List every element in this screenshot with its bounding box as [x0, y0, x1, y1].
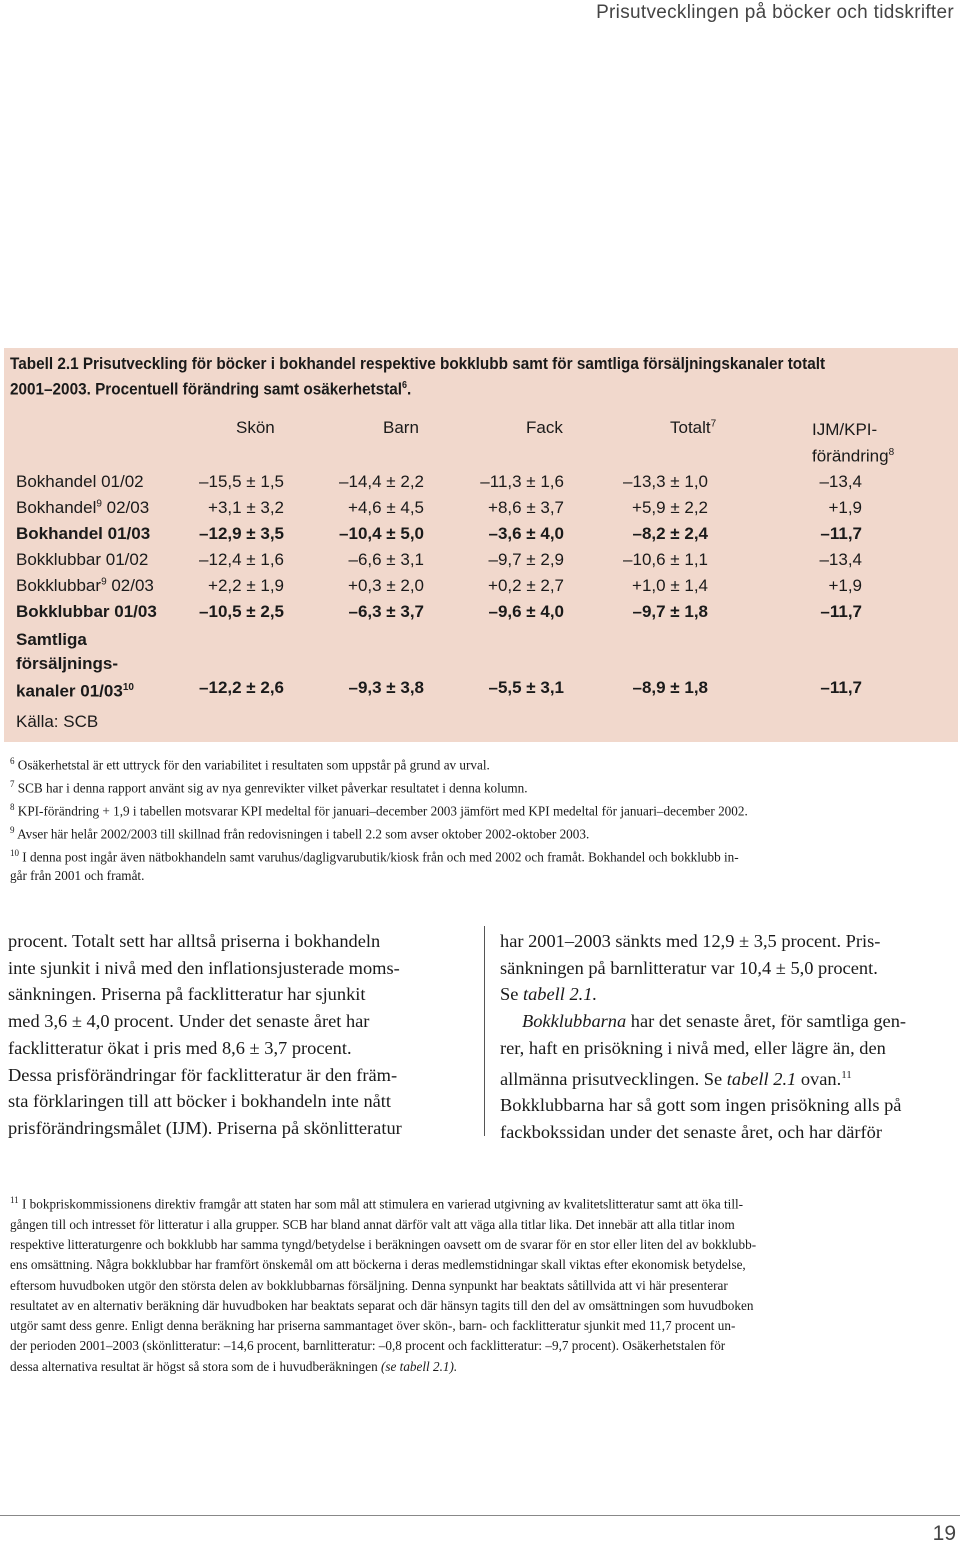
page-footer-rule [0, 1515, 960, 1516]
col-header-totalt: Totalt$^7$ [670, 418, 717, 437]
table-source: Källa: SCB [16, 712, 99, 731]
footnote: $^6$ Osäkerhetstal är ett uttryck för den variabilitet i resultaten som uppstår på grund av urval. [10, 756, 490, 773]
footnote: $^8$ KPI-förändring + 1,9 i tabellen motsvarar KPI medeltal för januari–december 2003 jämfört med KPI medeltal för januari–december 2002. [10, 801, 748, 819]
col-header-skon: Skön [236, 418, 275, 437]
body-text-right: har 2001–2003 sänkts med 12,9 ± 3,5 procent. Pris- sänkningen på barnlitteratur var 10,4 ± 5,0 procent. Se tabell 2.1. Bokklubbarna har det senaste året, för samtliga gen- rer, haft en prisökning i nivå med, eller lägre än, den allmänna prisutvecklingen. Se tabell 2.1 ovan.$^{11}$ Bokklubbarna har så gott som ingen prisökning alls på fackbokssidan under det senaste året, och har därför [500, 931, 907, 1143]
table-caption: Tabell 2.1 Prisutveckling för böcker i bokhandel respektive bokklubb samt för samtliga försäljningskanaler totalt 2001–2003. Procentuell förändring samt osäkerhetstal$^6$. [10, 354, 826, 399]
footnote: $^9$ Avser här helår 2002/2003 till skillnad från redovisningen i tabell 2.2 som avser oktober 2002-oktober 2003. [10, 824, 590, 842]
body-text-left: procent. Totalt sett har alltså priserna i bokhandeln inte sjunkit i nivå med den inflationsjusterade moms- sänkningen. Priserna på facklitteratur har sjunkit med 3,6 ± 4,0 procent. Under det senaste året har facklitteratur ökat i pris med 8,6 ± 3,7 procent. Dessa prisförändringar för facklitteratur är den främ- sta förklaringen till att böcker i bokhandeln inte nått prisförändringsmålet (IJM). Priserna på skönlitteratur [8, 931, 402, 1138]
col-header-kpi: IJM/KPI- förändring$^8$ [812, 420, 895, 466]
footnote-11: $^{11}$ I bokpriskommissionens direktiv framgår att staten har som mål att stimulera en varierad utgivning av kvalitetslitteratur samt att öka till- gången till och intresset för litteratur i alla grupper. SCB har bland annat därför valt att väga alla titlar lika. Det innebär att alla titlar inom respektive litteraturgenre och bokklubb har samma tyngd/betydelse i beräkningen oavsett om de svarar för en stor eller liten del av bokklubb- ens omsättning. Några bokklubbar har framfört önskemål om att böckerna i deras medlemstidningar skall viktas efter ekonomisk betydelse, eftersom huvudboken utgör den största delen av bokklubbarnas försäljning. Denna synpunkt har beaktats såtillvida att vi här presenterar resultatet av en alternativ beräkning där huvudboken har beaktats separat och där hänsyn tagits till den del av omsättningen som huvudboken utgör samt dess genre. Enligt denna beräkning har priserna sammantaget över skön-, barn- och facklitteratur sjunkit med 11,7 procent un- der perioden 2001–2003 (skönlitteratur: –14,6 procent, barnlitteratur: –0,8 procent och facklitteratur: –9,7 procent). Osäkerhetstalen för dessa alternativa resultat är högst så stora som de i huvudberäkningen (se tabell 2.1). [10, 1195, 757, 1374]
page-number: 19 [932, 1522, 956, 1545]
table-2-1: Tabell 2.1 Prisutveckling för böcker i bokhandel respektive bokklubb samt för samtliga försäljningskanaler totalt 2001–2003. Procentuell förändring samt osäkerhetstal$^6$. Skön Barn Fack Totalt$^7$ IJM/KPI- förändring$^8$ Bokhandel 01/02 –15,5 ± 1,5 –14,4 ± 2,2 –11,3 ± 1,6 –13,3 ± 1,0 –13,4 Bokhandel$^9$ 02/03 +3,1 ± 3,2 +4,6 ± 4,5 +8,6 ± 3,7 +5,9 ± 2,2 +1,9 Bokhandel 01/03 –12,9 ± 3,5 –10,4 ± 5,0 –3,6 ± 4,0 –8,2 ± 2,4 –11,7 Bokklubbar 01/02 –12,4 ± 1,6 –6,6 ± 3,1 –9,7 ± 2,9 –10,6 ± 1,1 –13,4 Bokklubbar$^9$ 02/03 +2,2 ± 1,9 +0,3 ± 2,0 +0,2 ± 2,7 +1,0 ± 1,4 +1,9 Bokklubbar 01/03 –10,5 ± 2,5 –6,3 ± 3,7 –9,6 ± 4,0 –9,7 ± 1,8 –11,7 Samtliga försäljnings- kanaler $01/03^{10}$ –12,2 ± 2,6 –9,3 ± 3,8 –5,5 ± 3,1 –8,9 ± 1,8 –11,7 Källa: SCB [4, 348, 958, 742]
running-head: Prisutvecklingen på böcker och tidskrifter [596, 2, 954, 23]
column-divider [484, 926, 485, 1136]
footnote: $^{10}$ I denna post ingår även nätbokhandeln samt varuhus/dagligvarubutik/kiosk från och med 2002 och framåt. Bokhandel och bokklubb in- går från 2001 och framåt. [10, 847, 739, 884]
footnote: $^7$ SCB har i denna rapport använt sig av nya genrevikter vilket påverkar resultatet i denna kolumn. [10, 778, 528, 796]
table-footnotes [10, 752, 955, 886]
col-header-fack: Fack [526, 418, 563, 437]
col-header-barn: Barn [383, 418, 419, 437]
